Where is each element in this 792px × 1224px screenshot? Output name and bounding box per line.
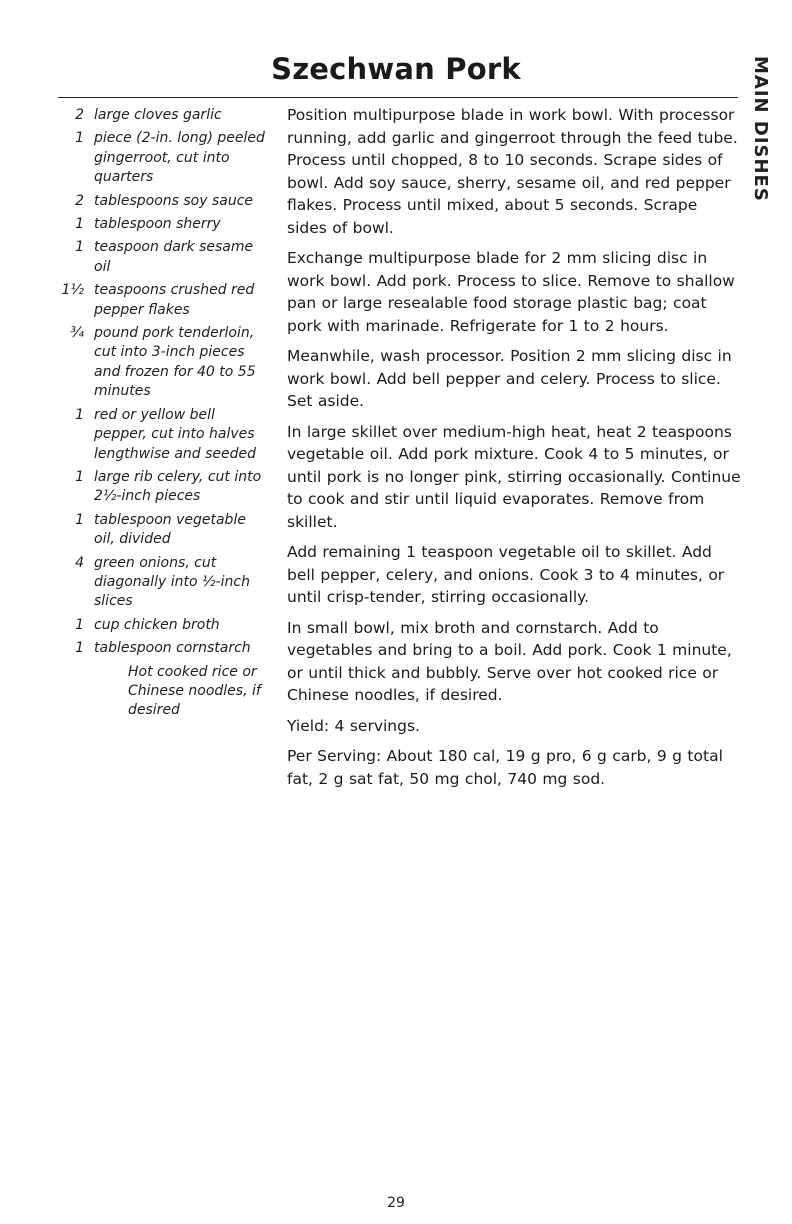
ingredient-qty: 1 [75,640,84,657]
ingredient-text: large cloves garlic [94,107,222,123]
ingredient-text: teaspoons crushed red pepper flakes [94,282,255,318]
ingredient-qty: ¾ [70,325,84,342]
ingredient-text: cup chicken broth [94,616,220,633]
ingredient-text: tablespoon vegetable oil, divided [94,511,246,548]
ingredient-qty: 1 [75,239,84,256]
ingredient-item [60,324,268,402]
ingredient-item [60,215,268,234]
ingredient-qty [60,663,94,721]
ingredient-item [60,511,268,550]
ingredient-item [60,468,268,507]
step-paragraph: Exchange multipurpose blade for 2 mm slicing disc in work bowl. Add pork. Process to slice. Remove to shallow pan or large resealable food storage plastic bag; coat pork with marinade. Refrigerate for 1 to 2 hours. [287,249,735,335]
title-rule [58,97,738,98]
ingredient-qty: 4 [75,554,84,571]
ingredient-qty: 1 [75,511,84,528]
nutrition-text: Per Serving: About 180 cal, 19 g pro, 6 g carb, 9 g total fat, 2 g sat fat, 50 mg chol, 740 mg sod. [287,747,723,788]
ingredient-item [60,663,268,721]
ingredient-text: tablespoon cornstarch [94,640,251,657]
ingredient-item [60,639,268,658]
ingredient-qty: 1 [75,216,84,233]
ingredient-qty: 1 [75,130,84,147]
ingredient-text: pound pork tenderloin, cut into 3-inch pieces and frozen for 40 to 55 minutes [94,325,256,400]
section-tab: MAIN DISHES [750,56,771,202]
ingredient-text: green onions, cut diagonally into ½-inch slices [94,554,250,610]
ingredient-text: Hot cooked rice or Chinese noodles, if desired [128,663,261,719]
ingredient-text: tablespoon sherry [94,216,221,233]
ingredient-item [60,616,268,635]
ingredient-qty: 1½ [61,282,84,299]
ingredient-list [60,106,268,725]
ingredient-qty: 2 [75,107,84,123]
step-paragraph: Meanwhile, wash processor. Position 2 mm slicing disc in work bowl. Add bell pepper and celery. Process to slice. Set aside. [287,347,732,410]
ingredient-text: piece (2-in. long) peeled gingerroot, cut into quarters [94,130,265,186]
ingredient-text: red or yellow bell pepper, cut into halves lengthwise and seeded [94,406,257,462]
ingredient-qty: 1 [75,468,84,485]
page-number: 29 [387,1195,405,1211]
step-paragraph: Add remaining 1 teaspoon vegetable oil to skillet. Add bell pepper, celery, and onions. Cook 3 to 4 minutes, or until crisp-tender, stirring occasionally. [287,543,725,606]
ingredient-text: tablespoons soy sauce [94,192,254,209]
step-paragraph: Position multipurpose blade in work bowl. With processor running, add garlic and gingerroot through the feed tube. Process until chopped, 8 to 10 seconds. Scrape sides of bowl. Add soy sauce, sherry, sesame oil, and red pepper flakes. Process until mixed, about 5 seconds. Scrape sides of bowl. [287,106,738,237]
yield-text: Yield: 4 servings. [287,716,420,735]
ingredient-item [60,281,268,320]
ingredient-item [60,238,268,277]
ingredient-qty: 1 [75,406,84,423]
ingredient-qty: 1 [75,616,84,633]
ingredient-item [60,192,268,211]
ingredient-qty: 2 [75,192,84,209]
ingredient-item [60,129,268,187]
ingredient-item [60,106,268,125]
ingredient-text: teaspoon dark sesame oil [94,239,254,275]
step-paragraph: In large skillet over medium-high heat, heat 2 teaspoons vegetable oil. Add pork mixture. Cook 4 to 5 minutes, or until pork is no longer pink, stirring occasionally. Continue to cook and stir until liquid evaporates. Remove from skillet. [287,422,741,531]
page-title: Szechwan Pork [271,52,521,86]
step-paragraph: In small bowl, mix broth and cornstarch. Add to vegetables and bring to a boil. Add pork. Cook 1 minute, or until thick and bubbly. Serve over hot cooked rice or Chinese noodles, if desired. [287,618,732,704]
method-steps [287,104,742,798]
ingredient-item [60,554,268,612]
ingredient-text: large rib celery, cut into 2½-inch pieces [94,468,262,505]
ingredient-item [60,406,268,464]
